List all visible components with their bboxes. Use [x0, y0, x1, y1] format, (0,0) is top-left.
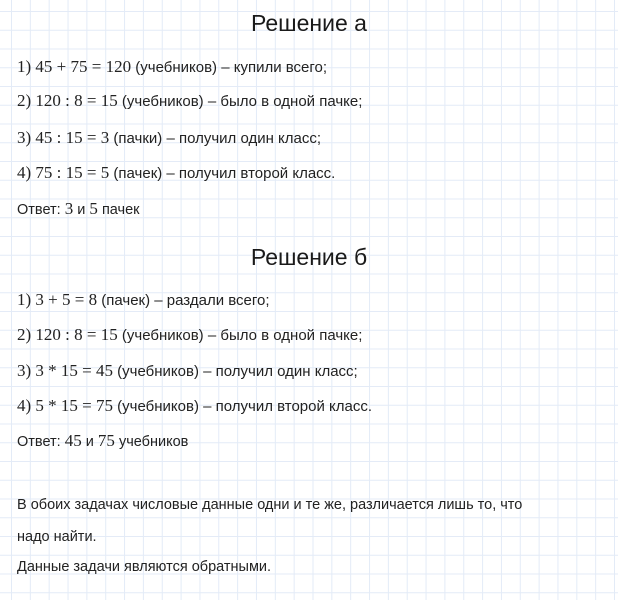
- answer-unit: пачек: [97, 202, 140, 218]
- solution-a-step-3: [17, 128, 321, 149]
- answer-number: 75: [97, 431, 115, 450]
- step-text: (пачки) – получил один класс;: [109, 130, 322, 147]
- step-text: (учебников) – получил один класс;: [113, 363, 358, 380]
- step-expression: 4) 5 * 15 = 75: [17, 396, 113, 415]
- step-text: (пачек) – раздали всего;: [97, 292, 270, 309]
- step-expression: 1) 3 + 5 = 8: [17, 290, 98, 309]
- step-text: (пачек) – получил второй класс.: [109, 165, 336, 182]
- solution-b-step-3: [17, 361, 358, 382]
- conclusion-line-1: В обоих задачах числовые данные одни и те же, различается лишь то, что: [17, 497, 523, 513]
- step-expression: 1) 45 + 75 = 120: [17, 57, 132, 76]
- step-text: (учебников) – было в одной пачке;: [117, 327, 363, 344]
- solution-a-answer: [17, 199, 140, 220]
- step-expression: 3) 3 * 15 = 45: [17, 361, 113, 380]
- solution-a-step-4: [17, 163, 335, 184]
- step-text: (учебников) – было в одной пачке;: [117, 93, 363, 110]
- solution-b-answer: [17, 431, 188, 452]
- answer-unit: учебников: [114, 434, 189, 450]
- solution-a-step-1: [17, 57, 327, 78]
- solution-b-step-4: [17, 396, 372, 417]
- answer-number: 5: [89, 199, 98, 218]
- step-expression: 2) 120 : 8 = 15: [17, 91, 118, 110]
- solution-a-step-2: [17, 91, 362, 112]
- solution-b-title: Решение б: [250, 244, 368, 270]
- step-expression: 4) 75 : 15 = 5: [17, 163, 110, 182]
- step-text: (учебников) – получил второй класс.: [113, 398, 373, 415]
- answer-label: Ответ:: [17, 434, 65, 450]
- step-expression: 3) 45 : 15 = 3: [17, 128, 110, 147]
- answer-label: Ответ:: [17, 202, 65, 218]
- solution-b-step-2: [17, 325, 362, 346]
- conclusion-line-2: надо найти.: [17, 529, 97, 545]
- answer-number: 3: [64, 199, 74, 218]
- solution-b-step-1: [17, 290, 270, 311]
- answer-conjunction: и: [73, 202, 90, 218]
- answer-number: 45: [64, 431, 82, 450]
- answer-conjunction: и: [81, 434, 98, 450]
- conclusion-line-3: Данные задачи являются обратными.: [17, 559, 272, 575]
- step-expression: 2) 120 : 8 = 15: [17, 325, 118, 344]
- solution-a-title: Решение а: [251, 10, 367, 36]
- step-text: (учебников) – купили всего;: [131, 59, 328, 76]
